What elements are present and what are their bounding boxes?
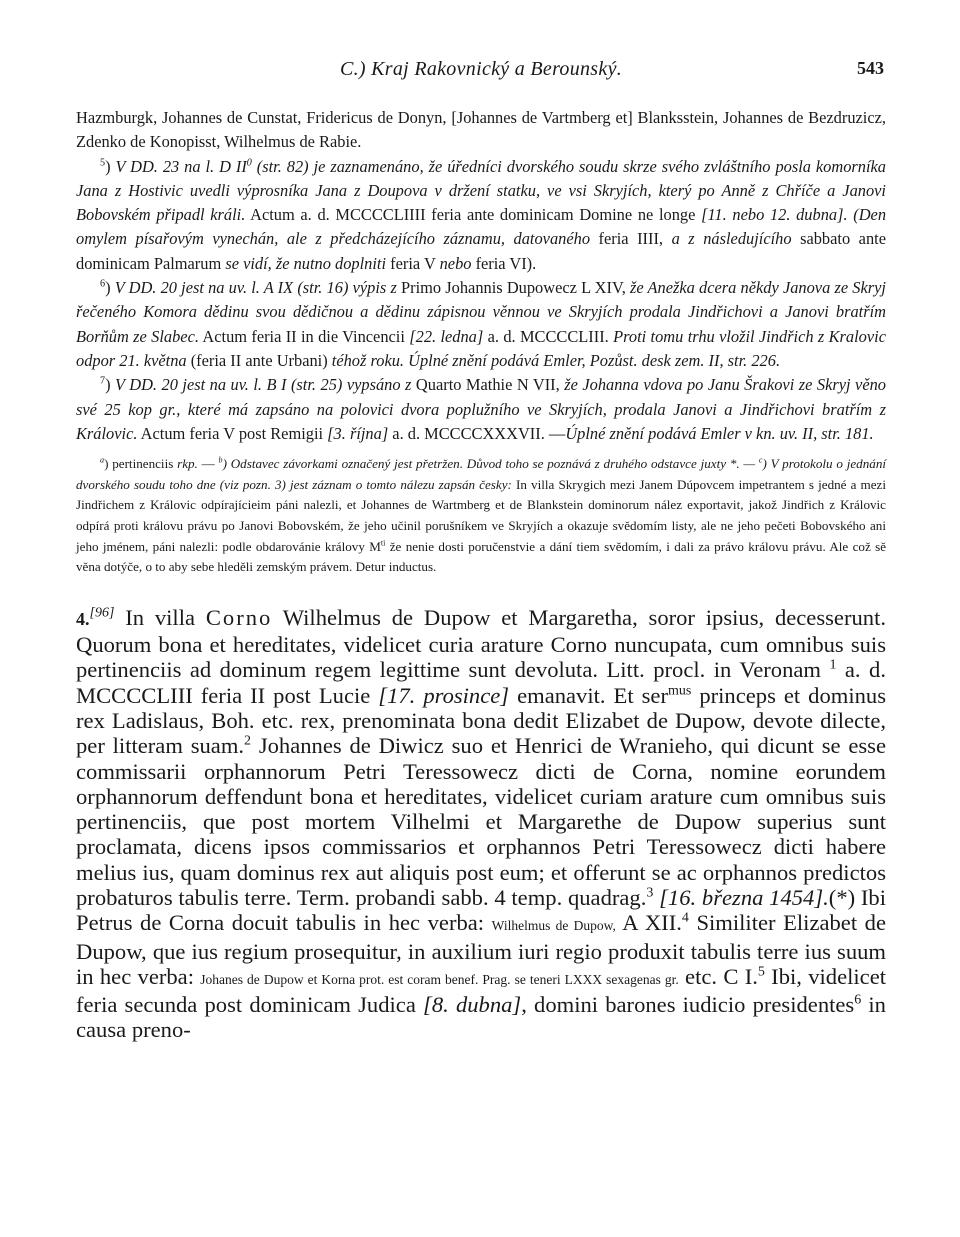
textual-footnotes bbox=[76, 454, 886, 578]
note-6: $^6$) V DD. 20 jest na uv. l. A IX (str. 16) výpis z Primo Johannis Dupowecz L XIV, že Anežka dcera někdy Janova ze Skryj řečeného Komora dědinu svou dědičnou a dědinu zápisnou věnnou ve Skryjích prodala Jindřichovi a Janovi bratřím Borňům ze Slabec. Actum feria II in die Vincencii [22. ledna] a. d. MCCCCLIII. Proti tomu trhu vložil Jindřich z Kralovic odpor 21. května (feria II ante Urbani) téhož roku. Úplné znění podává Emler, Pozůst. desk zem. II, str. 226. bbox=[76, 278, 886, 370]
note-7: $^7$) V DD. 20 jest na uv. l. B I (str. 25) vypsáno z Quarto Mathie N VII, že Johanna vdova po Janu Šrakovi ze Skryj věno své 25 kop gr., které má zapsáno na polovici dvora poplužního ve Skryjích, prodala Janovi a Jindřichovi bratřím z Královic. Actum feria V post Remigii [3. října] a. d. MCCCCXXXVII. —Úplné znění podává Emler v kn. uv. II, str. 181. bbox=[76, 375, 886, 443]
place-name-corno: Corno bbox=[205, 604, 273, 630]
entry-number: 4. bbox=[76, 608, 90, 629]
note-5: $^5$) V DD. 23 na l. D $II^0$ (str. 82) je zaznamenáno, že úředníci dvorského soudu skrze svého zvláštního posla komorníka Jana z Hostivic uvedli výprosníka Jana z Doupova v držení statku, ve vsi Skryjích, který po Anně z Chříče a Janovi Bobovském připadl králi. Actum a. d. MCCCCLIIII feria ante dominicam Domine ne longe [11. nebo 12. dubna]. (Den omylem písařovým vynechán, ale z předcházejícího záznamu, datovaného feria IIII, a z následujícího sabbato ante dominicam Palmarum se vidí, že nutno doplniti feria V nebo feria VI). bbox=[76, 156, 887, 273]
entry-reference: [96] bbox=[89, 605, 115, 621]
note-4-continuation: Hazmburgk, Johannes de Cunstat, Fridericus de Donyn, [Johannes de Vartmberg et] Blanksstein, Johannes de Bezdruzicz, Zdenko de Konopisst, Wilhelmus de Rabie. bbox=[76, 108, 886, 152]
running-title: C.) Kraj Rakovnický a Berounský. bbox=[339, 58, 623, 80]
editorial-notes bbox=[76, 106, 886, 446]
running-head bbox=[76, 58, 886, 88]
footnote-block: $^a$) pertinenciis rkp. — $^b$) Odstavec závorkami označený jest přetržen. Důvod toho se poznává z druhého odstavce juxty *. — $^c$) V protokolu o jednání dvorského soudu toho dne (viz pozn. 3) jest záznam o tomto nálezu zapsán česky: In villa Skrygich mezi Janem Dúpovcem impetrantem s jedné a mezi Jindřichem z Královic odpírajícieim páni nalezli, et Johannes de Wartmberg et de Blankstein dominorum nález exportavit, jakož Jindřich z Královic odpírá proti královu právu po Janovi Bobovském, že jeho učinil porušníkem ve Skryjích a okazuje svědomím listy, ale ne jeho pečeti Bobovského ani jeho jménem, páni nalezli: podle obdarovánie královy $M^{ti}$ že nenie dosti poručenstvie a dání tiem svědomím, i dali za právo královu právu. Ale což sě věna dotýče, o to aby sebe hleděli zemským právem. Detur inductus. bbox=[76, 455, 887, 575]
entry-paragraph: 4.[96] In villa Corno Wilhelmus de Dupow et Margaretha, soror ipsius, decesserunt. Quorum bona et hereditates, videlicet curia arature Corno nuncupata, cum omnibus suis pertinenciis ad dominum regem legittime sunt devoluta. Litt. procl. in Veronam $^1$ a. d. MCCCCLIII feria II post Lucie [17. prosince] emanavit. Et ser$^{mus}$ princeps et dominus rex Ladislaus, Boh. etc. rex, prenominata bona dedit Elizabet de Dupow, devote dilecte, per litteram suam.$^2$ Johannes de Diwicz suo et Henrici de Wranieho, qui dicunt se esse commissarii orphannorum Petri Teressowecz dicti de Corna, nomine eorundem orphannorum deffendunt bona et hereditates, videlicet curiam arature cum omnibus suis pertinenciis, que post mortem Vilhelmi et Margarethe de Dupow superius sunt proclamata, dicens ipsos commissarios et orphannos Petri Teressowecz dicti habere melius ius, quam dominus rex aut aliquis post eum; et offerunt se ac orphannos predictos probaturos tabulis terre. Term. probandi sabb. 4 temp. quadrag.$^3$ [16. března 1454].(*) Ibi Petrus de Corna docuit tabulis in hec verba: Wilhelmus de Dupow, A XII.$^4$ Similiter Elizabet de Dupow, que ius regium prosequitur, in auxilium iuri regio produxit tabulis terre ius suum in hec verba: Johanes de Dupow et Korna prot. est coram benef. Prag. se teneri LXXX sexagenas gr. etc. C I.$^5$ Ibi, videlicet feria secunda post dominicam Judica [8. dubna], domini barones iudicio presidentes$^6$ in causa preno- bbox=[76, 604, 887, 1043]
page-number: 543 bbox=[857, 58, 884, 78]
main-entry bbox=[76, 605, 886, 1043]
